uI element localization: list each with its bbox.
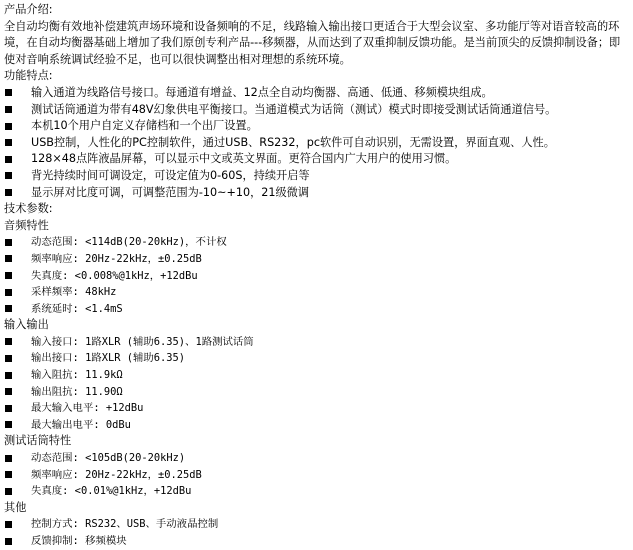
features-heading: 功能特点: xyxy=(4,69,53,83)
list-item: 输出接口: 1路XLR (辅助6.35) xyxy=(4,350,633,367)
list-item: 频率响应: 20Hz-22kHz，±0.25dB xyxy=(4,251,633,268)
specs-heading: 技术参数: xyxy=(4,202,53,216)
bullet-square-icon xyxy=(5,139,12,146)
bullet-square-icon xyxy=(5,305,12,312)
list-item: 背光持续时间可调设定，可设定值为0-60S，持续开启等 xyxy=(4,168,633,185)
list-item: 动态范围: <114dB(20-20kHz)，不计权 xyxy=(4,234,633,251)
bullet-square-icon xyxy=(5,421,12,428)
bullet-square-icon xyxy=(5,106,12,113)
list-item: 动态范围: <105dB(20-20kHz) xyxy=(4,450,633,467)
intro-text: 全自动均衡有效地补偿建筑声场环境和设备频响的不足，线路输入输出接口更适合于大型会议室、多功能厅等对语音较高的环境，在自动均衡器基础上增加了我们原创专利产品---移频器，从而达到了双重抑制反馈功能。是当前顶尖的反馈抑制设备；即使对音响系统调试经验不足，也可以很快调整出相对理想的系统环境。 xyxy=(4,19,621,66)
bullet-square-icon xyxy=(5,521,12,528)
list-item: USB控制，人性化的PC控制软件，通过USB、RS232，pc软件可自动识别，无需设置，界面直观、人性。 xyxy=(4,135,633,152)
list-item: 本机10个用户自定义存储档和一个出厂设置。 xyxy=(4,118,633,135)
bullet-square-icon xyxy=(5,355,12,362)
bullet-square-icon xyxy=(5,405,12,412)
other-heading: 其他 xyxy=(4,500,27,514)
list-item: 采样频率: 48kHz xyxy=(4,284,633,301)
bullet-square-icon xyxy=(5,272,12,279)
list-item: 输入接口: 1路XLR (辅助6.35)、1路测试话筒 xyxy=(4,334,633,351)
bullet-square-icon xyxy=(5,372,12,379)
list-item: 显示屏对比度可调，可调整范围为-10~+10，21级微调 xyxy=(4,185,633,202)
list-item: 失真度: <0.01%@1kHz，+12dBu xyxy=(4,483,633,500)
bullet-square-icon xyxy=(5,123,12,130)
bullet-square-icon xyxy=(5,455,12,462)
intro-heading: 产品介绍: xyxy=(4,3,53,16)
bullet-square-icon xyxy=(5,388,12,395)
bullet-square-icon xyxy=(5,538,12,545)
bullet-square-icon xyxy=(5,338,12,345)
bullet-square-icon xyxy=(5,89,12,96)
bullet-square-icon xyxy=(5,488,12,495)
bullet-square-icon xyxy=(5,255,12,262)
list-item: 输入通道为线路信号接口。每通道有增益、12点全自动均衡器、高通、低通、移频模块组成。 xyxy=(4,85,633,102)
list-item: 系统延时: <1.4mS xyxy=(4,301,633,318)
mic-heading: 测试话筒特性 xyxy=(4,434,72,448)
list-item: 输出阻抗: 11.90Ω xyxy=(4,384,633,401)
audio-heading: 音频特性 xyxy=(4,218,49,232)
io-heading: 输入输出 xyxy=(4,318,49,332)
list-item: 最大输入电平: +12dBu xyxy=(4,400,633,417)
bullet-square-icon xyxy=(5,156,12,163)
bullet-square-icon xyxy=(5,189,12,196)
bullet-square-icon xyxy=(5,172,12,179)
bullet-square-icon xyxy=(5,289,12,296)
bullet-square-icon xyxy=(5,239,12,246)
bullet-square-icon xyxy=(5,471,12,478)
list-item: 测试话筒通道为带有48V幻象供电平衡接口。当通道模式为话筒（测试）模式时即接受测试话筒通道信号。 xyxy=(4,102,633,119)
list-item: 最大输出电平: 0dBu xyxy=(4,417,633,434)
list-item: 反馈抑制: 移频模块 xyxy=(4,533,633,550)
list-item: 失真度: <0.008%@1kHz，+12dBu xyxy=(4,268,633,285)
list-item: 频率响应: 20Hz-22kHz，±0.25dB xyxy=(4,467,633,484)
list-item: 输入阻抗: 11.9kΩ xyxy=(4,367,633,384)
list-item: 控制方式: RS232、USB、手动液晶控制 xyxy=(4,516,633,533)
list-item: 128×48点阵液晶屏幕，可以显示中文或英文界面。更符合国内广大用户的使用习惯。 xyxy=(4,151,633,168)
